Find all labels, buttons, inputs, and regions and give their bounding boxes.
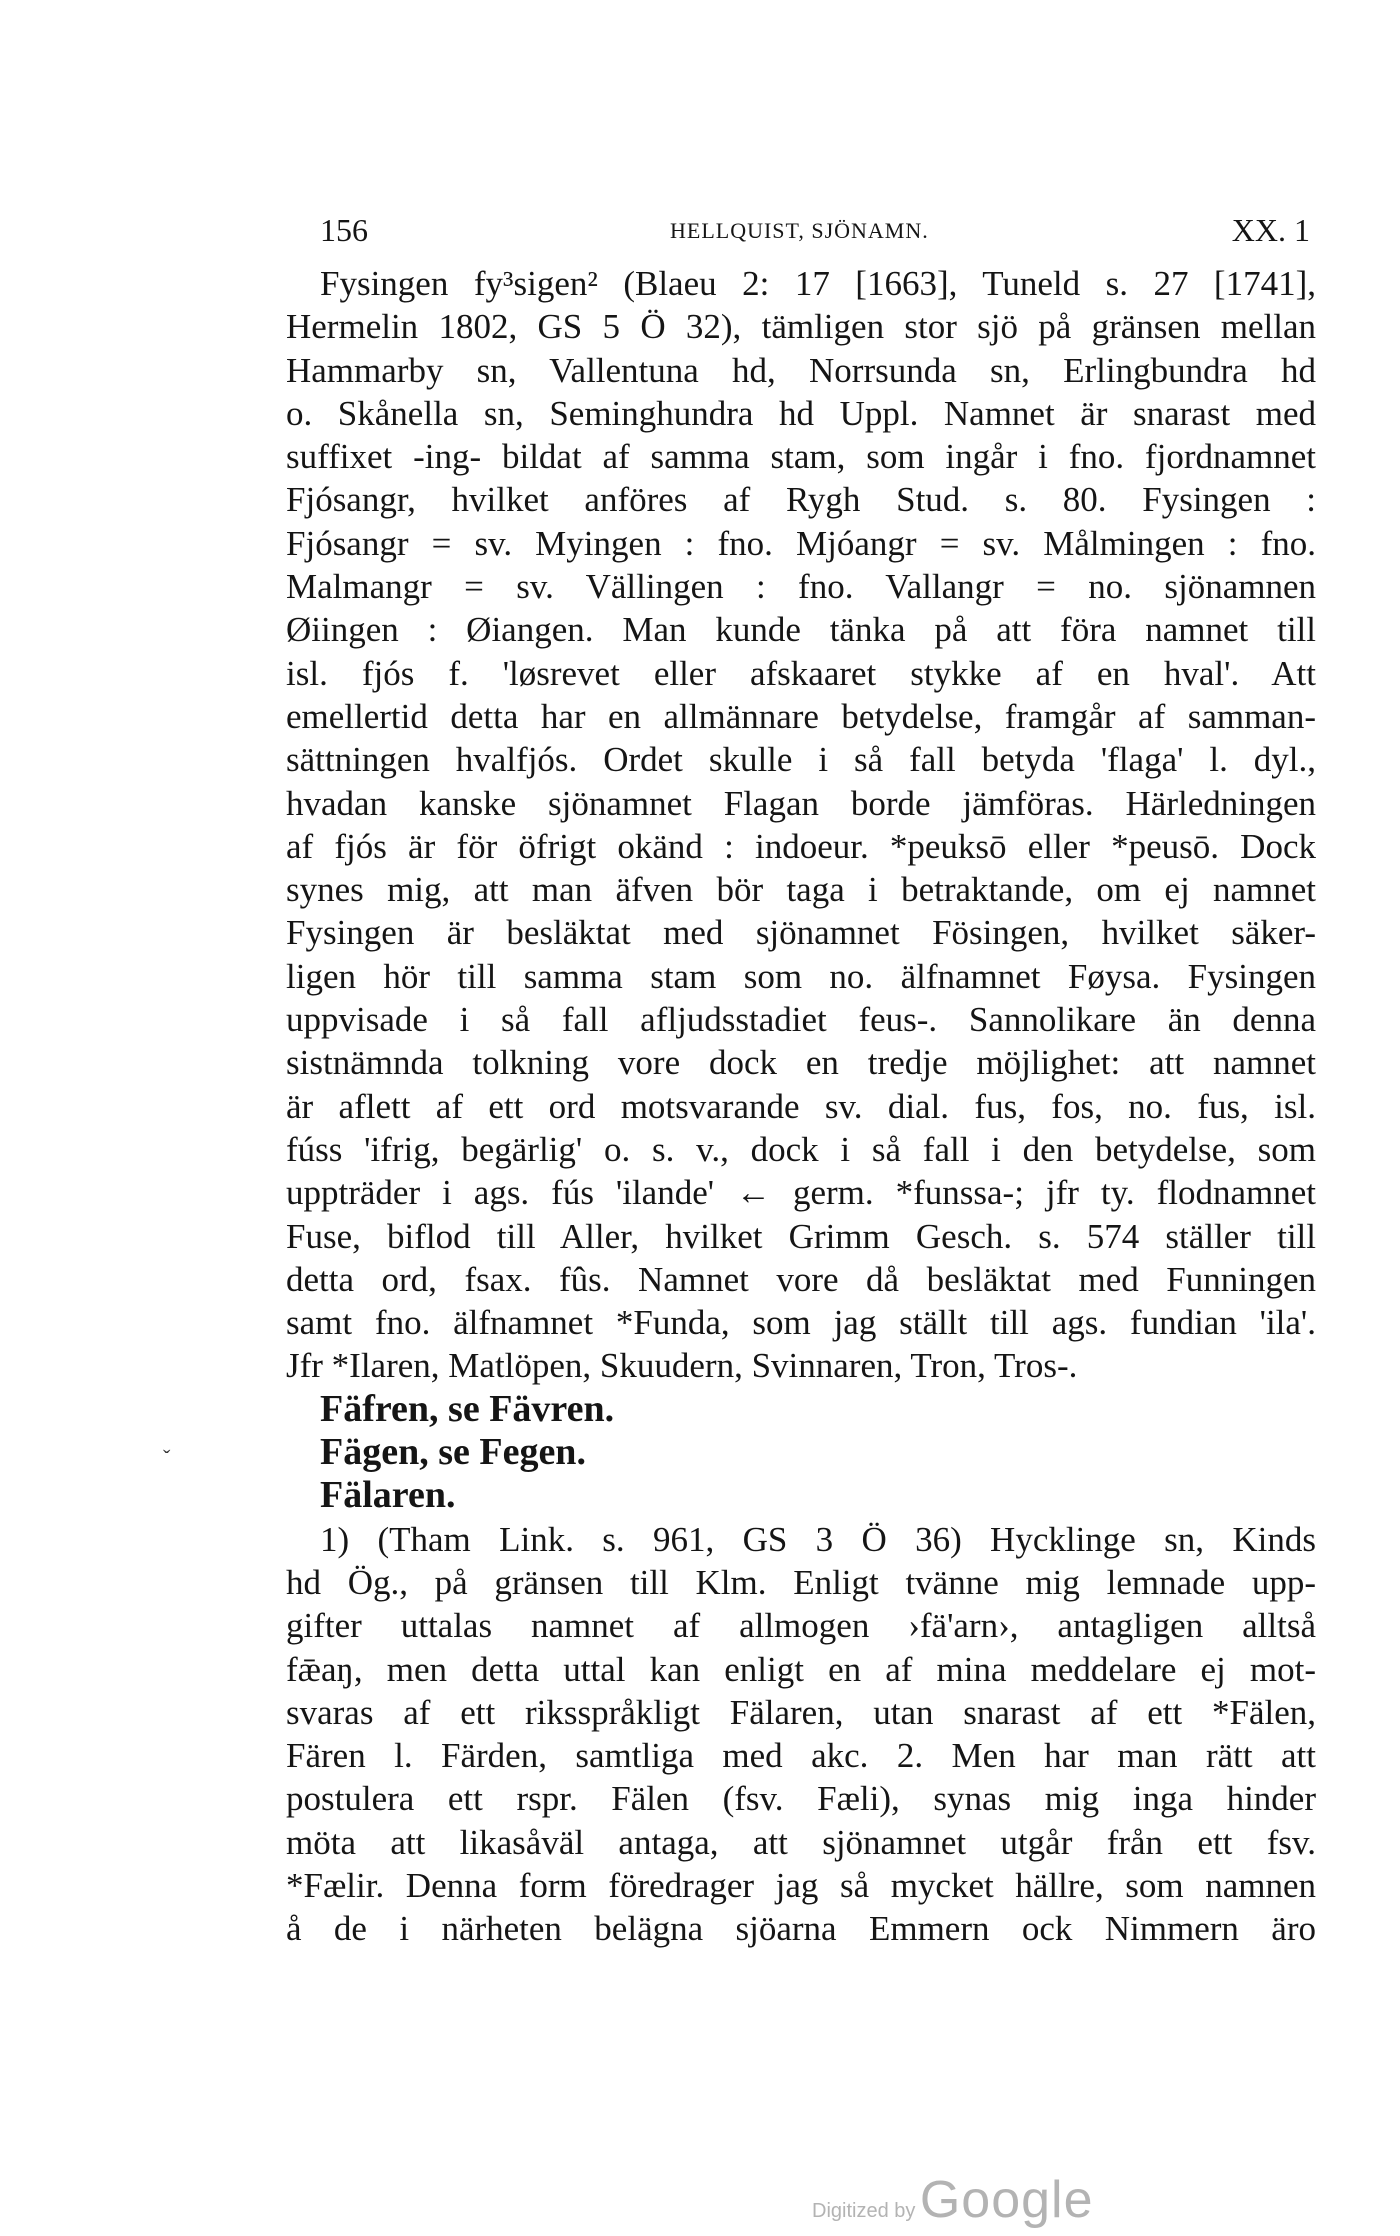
entry-heading: Fäfren, se Fävren. bbox=[320, 1387, 615, 1430]
text-line: möta att likasåväl antaga, att sjönamnet utgår från ett fsv. bbox=[286, 1822, 1316, 1862]
text-line: Fären l. Färden, samtliga med akc. 2. Men har man rätt att bbox=[286, 1736, 1316, 1776]
text-line: Hammarby sn, Vallentuna hd, Norrsunda sn, Erlingbundra hd bbox=[286, 350, 1316, 390]
text-line: svaras af ett riksspråkligt Fälaren, utan snarast af ett *Fälen, bbox=[286, 1692, 1316, 1732]
text-line: suffixet -ing- bildat af samma stam, som ingår i fno. fjordnamnet bbox=[286, 437, 1316, 477]
text-line: Øiingen : Øiangen. Man kunde tänka på att föra namnet till bbox=[286, 610, 1316, 650]
text-line: synes mig, att man äfven bör taga i betraktande, om ej namnet bbox=[286, 870, 1316, 910]
running-title: HELLQUIST, SJÖNAMN. bbox=[670, 218, 929, 243]
text-line: detta ord, fsax. fûs. Namnet vore då besläktat med Funningen bbox=[286, 1259, 1316, 1299]
text-line: Jfr *Ilaren, Matlöpen, Skuudern, Svinnaren, Tron, Tros-. bbox=[286, 1346, 1078, 1386]
entry-heading: Fälaren. bbox=[320, 1474, 456, 1517]
text-line: 1) (Tham Link. s. 961, GS 3 Ö 36) Hycklinge sn, Kinds bbox=[320, 1519, 1316, 1559]
text-line: sistnämnda tolkning vore dock en tredje möjlighet: att namnet bbox=[286, 1043, 1316, 1083]
text-line: samt fno. älfnamnet *Funda, som jag ställt till ags. fundian 'ila'. bbox=[286, 1303, 1316, 1343]
digitized-by-label: Digitized by bbox=[812, 2200, 916, 2222]
margin-mark: ˇ bbox=[163, 1445, 171, 1470]
text-line: Fysingen fy³sigen² (Blaeu 2: 17 [1663], Tuneld s. 27 [1741], bbox=[320, 264, 1316, 303]
text-line: sättningen hvalfjós. Ordet skulle i så fall betyda 'flaga' l. dyl., bbox=[286, 740, 1316, 780]
text-line: fǣaŋ, men detta uttal kan enligt en af mina meddelare ej mot- bbox=[286, 1649, 1316, 1689]
text-line: uppträder i ags. fús 'ilande' ← germ. *funssa-; jfr ty. flodnamnet bbox=[286, 1173, 1316, 1213]
text-line: å de i närheten belägna sjöarna Emmern ock Nimmern äro bbox=[286, 1909, 1316, 1949]
page-number: 156 bbox=[320, 212, 368, 248]
text-line: Hermelin 1802, GS 5 Ö 32), tämligen stor sjö på gränsen mellan bbox=[286, 307, 1316, 347]
running-header bbox=[320, 212, 1310, 252]
text-line: Fuse, biflod till Aller, hvilket Grimm Gesch. s. 574 ställer till bbox=[286, 1216, 1316, 1256]
text-line: emellertid detta har en allmännare betydelse, framgår af samman- bbox=[286, 696, 1316, 736]
text-line: postulera ett rspr. Fälen (fsv. Fæli), synas mig inga hinder bbox=[286, 1779, 1316, 1819]
entry-heading: Fägen, se Fegen. bbox=[320, 1431, 586, 1474]
section-number: XX. 1 bbox=[1231, 212, 1310, 248]
text-line: är aflett af ett ord motsvarande sv. dial. fus, fos, no. fus, isl. bbox=[286, 1086, 1316, 1126]
text-line: af fjós är för öfrigt okänd : indoeur. *peuksō eller *peusō. Dock bbox=[286, 826, 1316, 866]
text-line: hd Ög., på gränsen till Klm. Enligt tvänne mig lemnade upp- bbox=[286, 1562, 1316, 1602]
text-line: gifter uttalas namnet af allmogen ›fä'arn›, antagligen alltså bbox=[286, 1606, 1316, 1646]
text-line: isl. fjós f. 'løsrevet eller afskaaret stykke af en hval'. Att bbox=[286, 653, 1316, 693]
text-line: Fjósangr, hvilket anföres af Rygh Stud. s. 80. Fysingen : bbox=[286, 480, 1316, 520]
text-line: fúss 'ifrig, begärlig' o. s. v., dock i så fall i den betydelse, som bbox=[286, 1129, 1316, 1169]
text-line: Malmangr = sv. Vällingen : fno. Vallangr = no. sjönamnen bbox=[286, 567, 1316, 607]
text-line: hvadan kanske sjönamnet Flagan borde jämföras. Härledningen bbox=[286, 783, 1316, 823]
text-line: Fysingen är besläktat med sjönamnet Fösingen, hvilket säker- bbox=[286, 913, 1316, 953]
body-text bbox=[286, 262, 1316, 1951]
google-wordmark: Google bbox=[919, 2171, 1094, 2229]
text-line: Fjósangr = sv. Myingen : fno. Mjóangr = sv. Målmingen : fno. bbox=[286, 523, 1316, 563]
text-line: *Fælir. Denna form föredrager jag så mycket hällre, som namnen bbox=[286, 1865, 1316, 1905]
text-line: o. Skånella sn, Seminghundra hd Uppl. Namnet är snarast med bbox=[286, 393, 1316, 433]
digitization-watermark bbox=[812, 2170, 1094, 2230]
text-line: uppvisade i så fall afljudsstadiet feus-. Sannolikare än denna bbox=[286, 1000, 1316, 1040]
text-line: ligen hör till samma stam som no. älfnamnet Føysa. Fysingen bbox=[286, 956, 1316, 996]
